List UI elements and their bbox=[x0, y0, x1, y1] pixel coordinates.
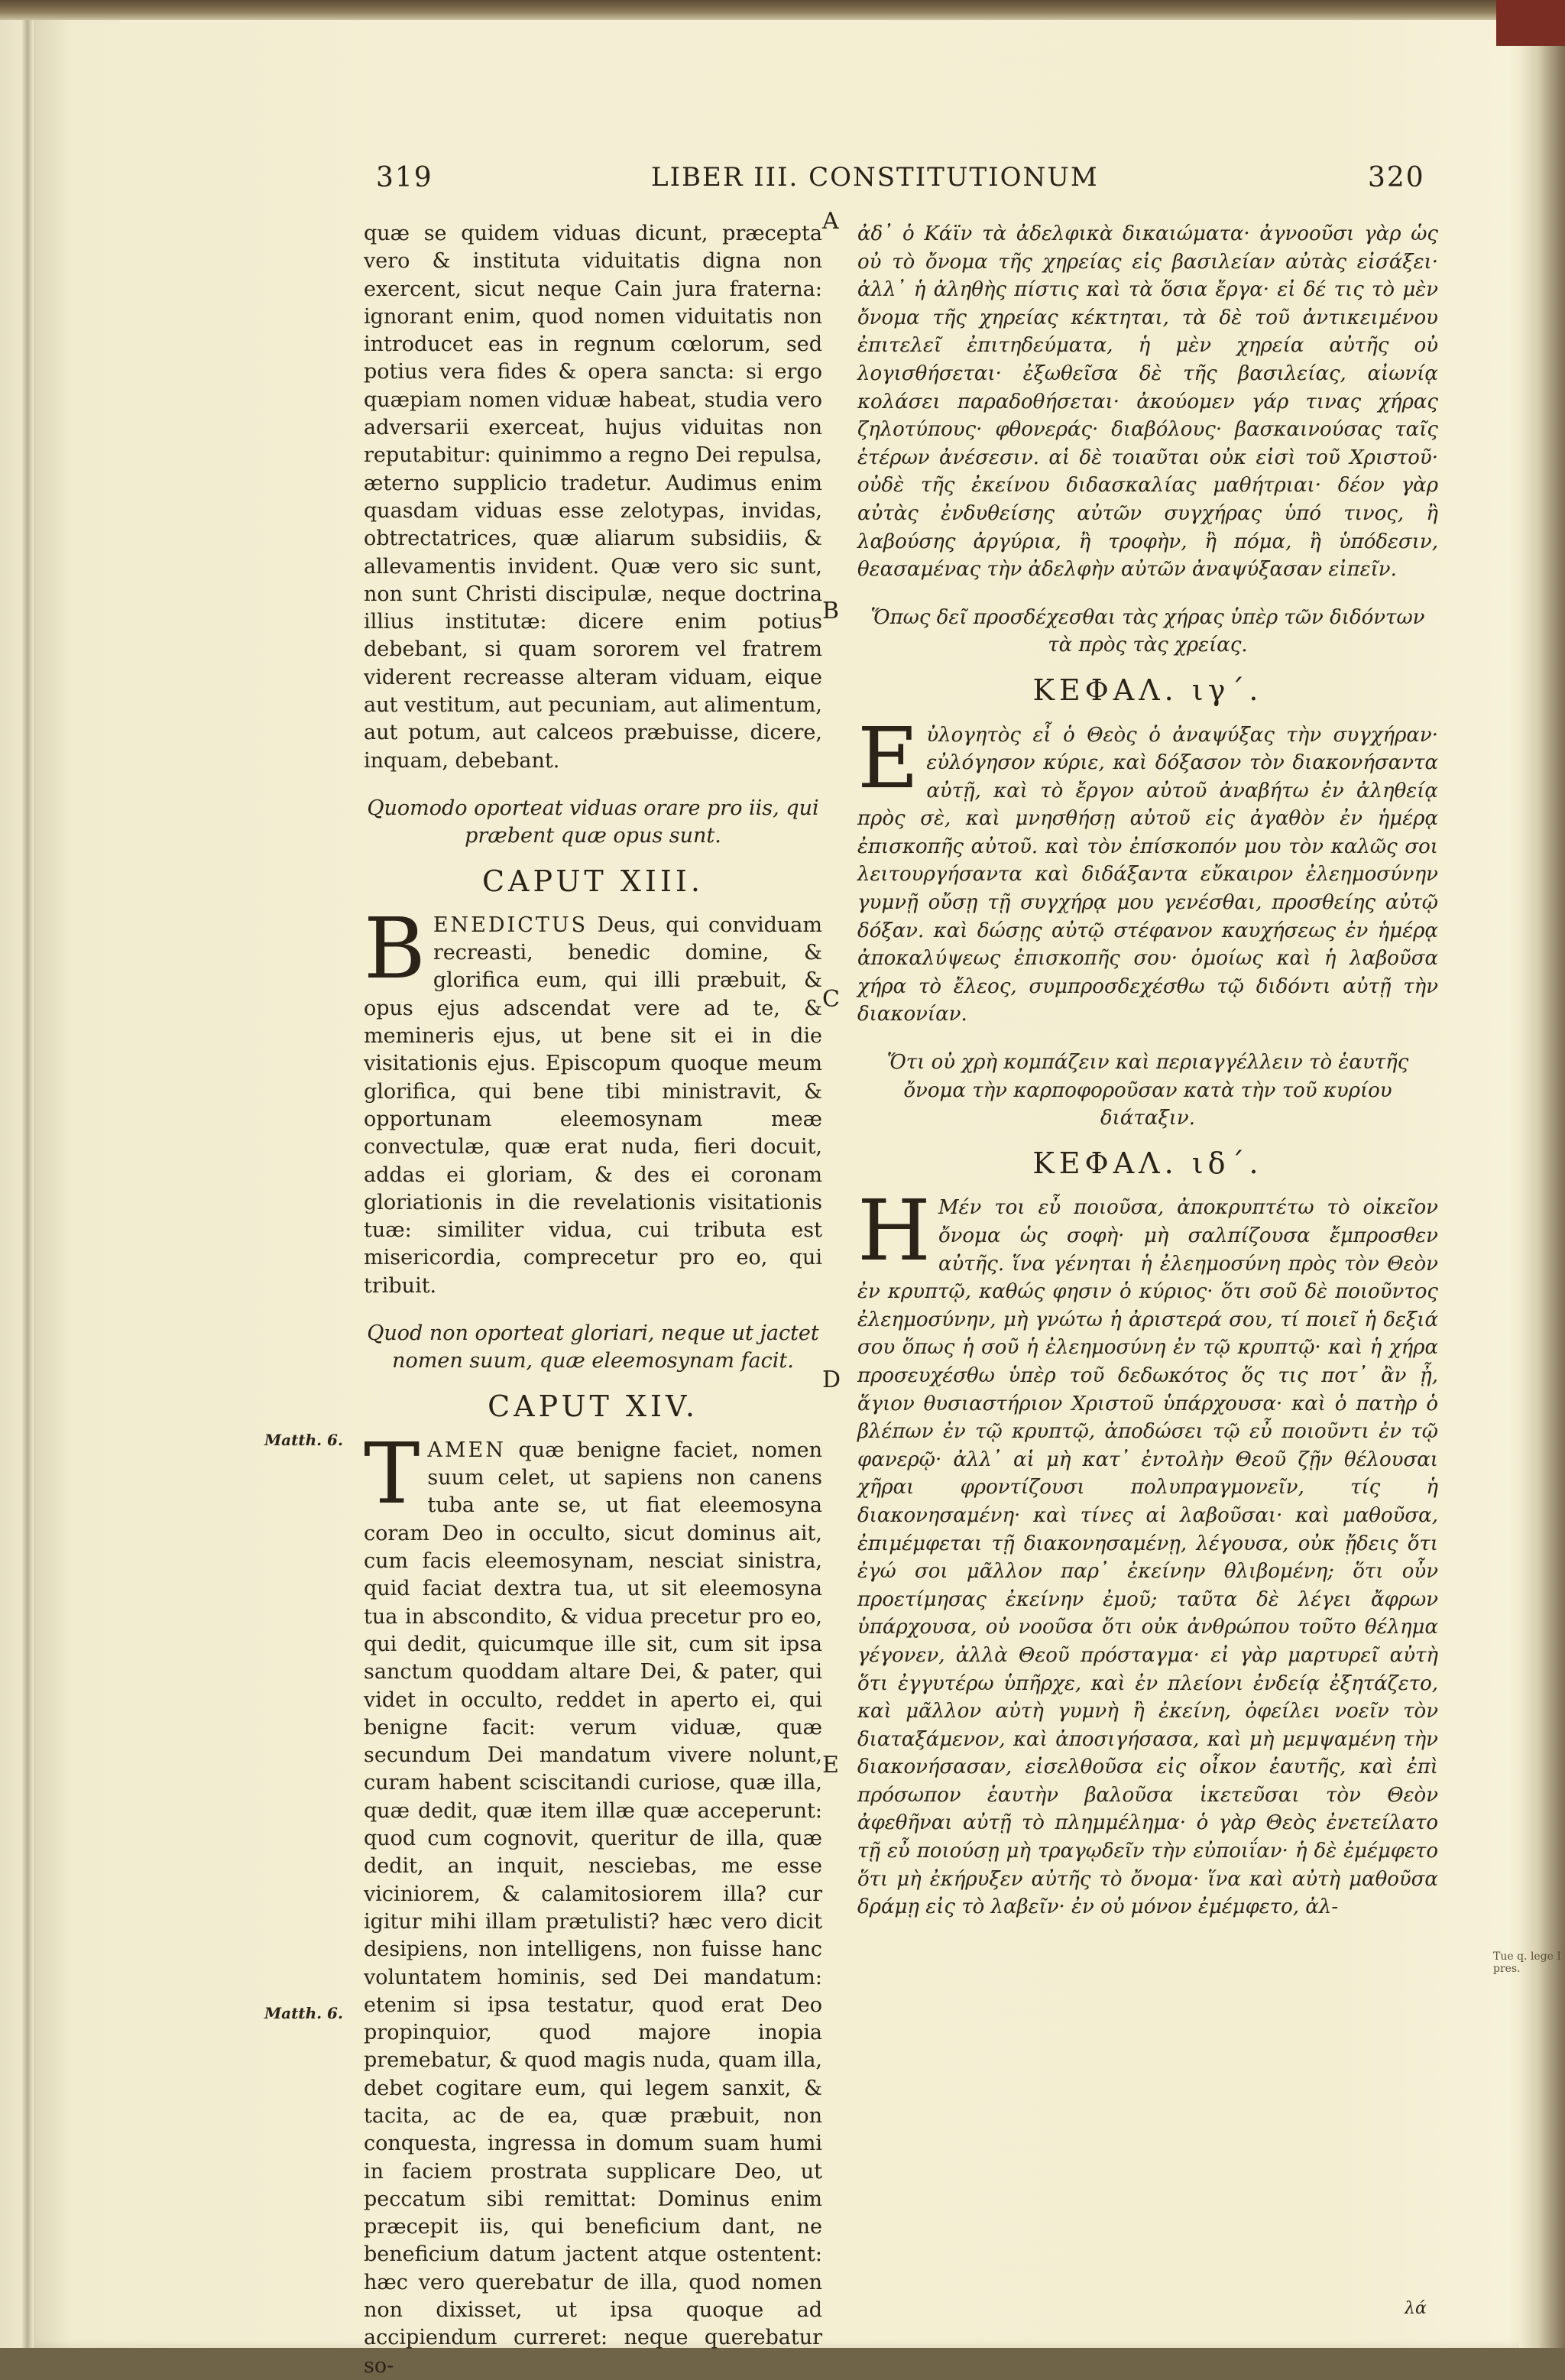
greek-caption-13: Ὅπως δεῖ προσδέχεσθαι τὰς χήρας ὑπὲρ τῶν διδόντων τὰ πρὸς τὰς χρείας. bbox=[870, 605, 1425, 657]
latin-column bbox=[364, 220, 822, 2380]
dropcap-epsilon: Ε bbox=[857, 708, 919, 807]
greek-c13-body: ὐλογητὸς εἶ ὁ Θεὸς ὁ ἀναψύξας τὴν συγχήραν· εὐλόγησον κύριε, καὶ δόξασον τὸν διακονήσαντα αὐτῇ, καὶ τὸ ἔργον αὐτοῦ ἀναβήτω ἐν ἀληθείᾳ πρὸς σὲ, καὶ μνησθήσῃ αὐτοῦ εἰς ἀγαθὸν ἐν ἡμέρᾳ ἐπισκοπῆς αὐτοῦ. καὶ τὸν ἐπίσκοπόν μου τὸν καλῶς σοι λειτουργήσαντα καὶ διδάξαντα εὔκαιρον ἐλεημοσύνην γυμνῇ οὔσῃ τῇ συγχήρᾳ μου γενέσθαι, προσθείης αὐτῷ δόξαν. καὶ δώσῃς αὐτῷ στέφανον καυχήσεως ἐν ἡμέρᾳ ἀποκαλύψεως ἐπισκοπῆς σου· ὁμοίως καὶ ἡ λαβοῦσα χήρα τὸ ἔλεος, συμπροσδεχέσθω τῷ διδόντι αὐτῇ τὴν διακονίαν. bbox=[857, 723, 1438, 1026]
latin-paragraph-1: quæ se quidem viduas dicunt, præcepta vero & instituta viduitatis digna non exercent, sicut neque Cain jura fraterna: ignorant enim, quod nomen viduitatis non introducet eas in regnum cœlorum, sed potius vera fides & opera sancta: si ergo quæpiam nomen viduæ habeat, studia vero adversarii exerceat, hujus viduitas non reputabitur: quinimmo a regno Dei repulsa, æterno supplicio tradetur. Audimus enim quasdam viduas esse zelotypas, invidas, obtrectatrices, quæ aliarum subsidiis, & allevamentis invident. Quæ vero sic sunt, non sunt Christi discipulæ, neque doctrina illius institutæ: dicere enim potius debebant, si quam sororem vel fratrem viderent recreasse alteram viduam, eique aut vestitum, aut pecuniam, aut alimentum, aut potum, aut calceos præbuisse, dicere, inquam, debebant. bbox=[364, 222, 822, 773]
latin-c14-lead: AMEN bbox=[427, 1438, 506, 1462]
right-binding bbox=[1519, 0, 1565, 2348]
greek-caption-14: Ὅτι οὐ χρὴ κομπάζειν καὶ περιαγγέλλειν τὸ ἑαυτῆς ὄνομα τὴν καρποφοροῦσαν κατὰ τὴν τοῦ κυρίου διάταξιν. bbox=[886, 1051, 1409, 1130]
section-letter-b: B bbox=[822, 598, 840, 624]
section-letter-d: D bbox=[822, 1367, 841, 1393]
greek-chapter-13-text bbox=[857, 708, 1438, 1029]
latin-c13-lead: ENEDICTUS bbox=[433, 913, 588, 937]
left-page-number: 319 bbox=[376, 162, 433, 193]
right-page-number: 320 bbox=[1368, 162, 1425, 193]
greek-column bbox=[857, 220, 1438, 1921]
dropcap-eta: Η bbox=[857, 1182, 931, 1280]
latin-chapter-13-heading: CAPUT XIII. bbox=[481, 864, 705, 898]
latin-caption-14: Quod non oporteat gloriari, neque ut jactet nomen suum, quæ eleemosynam facit. bbox=[367, 1321, 819, 1373]
latin-chapter-14-heading: CAPUT XIV. bbox=[488, 1389, 698, 1423]
greek-paragraph-1: ἀδ᾽ ὁ Κάϊν τὰ ἀδελφικὰ δικαιώματα· ἀγνοοῦσι γὰρ ὡς οὐ τὸ ὄνομα τῆς χηρείας εἰς βασιλείαν αὐτὰς εἰσάξει· ἀλλ᾽ ἡ ἀληθὴς πίστις καὶ τὰ ὅσια ἔργα· εἰ δέ τις τὸ μὲν ὄνομα τῆς χηρείας κέκτηται, τὰ δὲ τοῦ ἀντικειμένου ἐπιτελεῖ ἐπιτηδεύματα, ἡ μὲν χηρεία αὐτῆς οὐ λογισθήσεται· ἐξωθεῖσα δὲ τῆς βασιλείας, αἰωνίᾳ κολάσει παραδοθήσεται· ἀκούομεν γάρ τινας χήρας ζηλοτύπους· φθονεράς· διαβόλους· βασκαινούσας ταῖς ἑτέρων ἀνέσεσιν. αἱ δὲ τοιαῦται οὐκ εἰσὶ τοῦ Χριστοῦ· οὐδὲ τῆς ἐκείνου διδασκαλίας μαθήτριαι· δέον γὰρ αὐτὰς ἐνδυθείσης αὐτῶν συγχήρας ὑπό τινος, ἢ λαβούσης ἀργύρια, ἢ τροφὴν, ἢ πόμα, ἢ ὑπόδεσιν, θεασαμένας τὴν ἀδελφὴν αὐτῶν ἀναψύξασαν εἰπεῖν. bbox=[857, 222, 1438, 582]
latin-c13-body: Deus, qui conviduam recreasti, benedic domine, & glorifica eum, qui illi præbuit, & opus ejus adscendat vere ad te, & memineris ejus, ut bene sit ei in die visitationis ejus. Episcopum quoque meum glorifica, qui bene tibi ministravit, & opportunam eleemosynam meæ convectulæ, quæ erat nuda, fieri docuit, addas ei gloriam, & des ei coronam gloriationis in die revelationis visitationis tuæ: similiter vidua, cui tributa est misericordia, comprecetur pro eo, qui tribuit. bbox=[364, 913, 822, 1298]
next-page-fragment: Tue q. lege I pres. bbox=[1493, 1950, 1561, 1975]
greek-chapter-13-heading: ΚΕΦΑΛ. ιγ΄. bbox=[1032, 673, 1263, 707]
section-letter-c: C bbox=[822, 986, 840, 1013]
red-cover-corner bbox=[1496, 0, 1565, 46]
dropcap-t: T bbox=[364, 1424, 420, 1522]
latin-chapter-13-text bbox=[364, 899, 822, 1300]
greek-c14-body: Μέν τοι εὖ ποιοῦσα, ἀποκρυπτέτω τὸ οἰκεῖον ὄνομα ὡς σοφὴ· μὴ σαλπίζουσα ἔμπροσθεν αὐτῆς. ἵνα γένηται ἡ ἐλεημοσύνη πρὸς τὸν Θεὸν ἐν κρυπτῷ, καθώς φησιν ὁ κύριος· ὅτι σοῦ δὲ ποιοῦντος ἐλεημοσύνην, μὴ γνώτω ἡ ἀριστερά σου, τί ποιεῖ ἡ δεξιά σου ὅπως ἡ σοῦ ἡ ἐλεημοσύνη ἐν τῷ κρυπτῷ· καὶ ἡ χήρα προσευχέσθω ὑπὲρ τοῦ δεδωκότος ὅς τις ποτ᾽ ἂν ᾖ, ἅγιον θυσιαστήριον Χριστοῦ ὑπάρχουσα· καὶ ὁ πατὴρ ὁ βλέπων ἐν τῷ κρυπτῷ, ἀποδώσει τῷ εὖ ποιοῦντι ἐν τῷ φανερῷ· ἀλλ᾽ αἱ μὴ κατ᾽ ἐντολὴν Θεοῦ ζῇν θέλουσαι χῆραι φροντίζουσι πολυπραγμονεῖν, τίς ἡ διακονησαμένη· καὶ τίνες αἱ λαβοῦσαι· καὶ μαθοῦσα, ἐπιμέμφεται τῇ διακονησαμένῃ, λέγουσα, οὐκ ᾔδεις ὅτι ἐγώ σοι μᾶλλον παρ᾽ ἐκείνην θλιβομένη; ὅτι οὖν προετίμησας ἐκείνην ἐμοῦ; ταῦτα δὲ λέγει ἄφρων ὑπάρχουσα, οὐ νοοῦσα ὅτι οὐκ ἀνθρώπου τοῦτο θέλημα γέγονεν, ἀλλὰ Θεοῦ πρόσταγμα· εἰ γὰρ μαρτυρεῖ αὐτὴ ὅτι ἐγγυτέρω ὑπῆρχε, καὶ ἐν πλείονι ἐνδείᾳ ἐξητάζετο, καὶ μᾶλλον αὐτὴ γυμνὴ ἢ ἐκείνη, ὀφείλει νοεῖν τὸν διαταξάμενον, καὶ ἀποσιγήσασα, καὶ μὴ μεμψαμένη τὴν διακονήσασαν, εἰσελθοῦσα εἰς οἶκον ἑαυτῆς, καὶ ἐπὶ πρόσωπον ἑαυτὴν βαλοῦσα ἱκετεῦσαι τὸν Θεὸν ἀφεθῆναι αὐτῇ τὸ πλημμέλημα· ὁ γὰρ Θεὸς ἐνετείλατο τῇ εὖ ποιούσῃ μὴ τραγῳδεῖν τὴν εὐποιΐαν· ἡ δὲ ἐμέμφετο ὅτι μὴ ἐκήρυξεν αὐτῆς τὸ ὄνομα· ἵνα καὶ αὐτὴ μαθοῦσα δράμῃ εἰς τὸ λαβεῖν· ἐν οὐ μόνον ἐμέμφετο, ἀλ- bbox=[857, 1196, 1438, 1919]
latin-chapter-14-text bbox=[364, 1424, 822, 2380]
greek-chapter-14-text bbox=[857, 1182, 1438, 1921]
greek-chapter-14-heading: ΚΕΦΑΛ. ιδ΄. bbox=[1032, 1146, 1263, 1180]
margin-note-matthew-2: Matth. 6. bbox=[264, 2004, 343, 2022]
top-edge bbox=[0, 0, 1565, 20]
latin-c14-body: quæ benigne faciet, nomen suum celet, ut sapiens non canens tuba ante se, ut fiat eleemosyna coram Deo in occulto, sicut dominus ait, cum facis eleemosynam, nesciat sinistra, quid faciat dextra tua, ut sit eleemosyna tua in abscondito, & vidua precetur pro eo, qui dedit, quicumque ille sit, cum sit ipsa sanctum quoddam altare Dei, & pater, qui videt in occulto, reddet in aperto ei, qui benigne facit: verum viduæ, quæ secundum Dei mandatum vivere nolunt, curam habent sciscitandi curiose, quæ illa, quæ dedit, quæ item illæ quæ acceperunt: quod cum cognovit, queritur de illa, quæ dedit, an inquit, nesciebas, me esse viciniorem, & calamitosiorem illa? cur igitur mihi illam prætulisti? hæc vero dicit desipiens, non intelligens, non fuisse hanc voluntatem hominis, sed Dei mandatum: etenim si ipsa testatur, quod erat Deo propinquior, quod majore inopia premebatur, & quod magis nuda, quam illa, debet cogitare eum, qui legem sanxit, & tacita, ac de ea, quæ præbuit, non conquesta, ingressa in domum suam humi in faciem prostrata supplicare Deo, ut peccatum sibi remittat: Dominus enim præcepit iis, qui beneficium dant, ne beneficium datum jactent atque ostentent: hæc vero querebatur de illa, quod nomen non dixisset, ut ipsa quoque ad accipiendum curreret: neque querebatur so- bbox=[364, 1438, 822, 2378]
running-title: LIBER III. CONSTITUTIONUM bbox=[651, 162, 1099, 193]
latin-caption-13: Quomodo oporteat viduas orare pro iis, qui præbent quæ opus sunt. bbox=[367, 796, 819, 848]
dropcap-b: B bbox=[364, 899, 426, 997]
catchword: λά bbox=[1405, 2299, 1427, 2318]
section-letter-a: A bbox=[822, 208, 839, 235]
margin-note-matthew-1: Matth. 6. bbox=[264, 1431, 343, 1449]
section-letter-e: E bbox=[822, 1752, 839, 1779]
